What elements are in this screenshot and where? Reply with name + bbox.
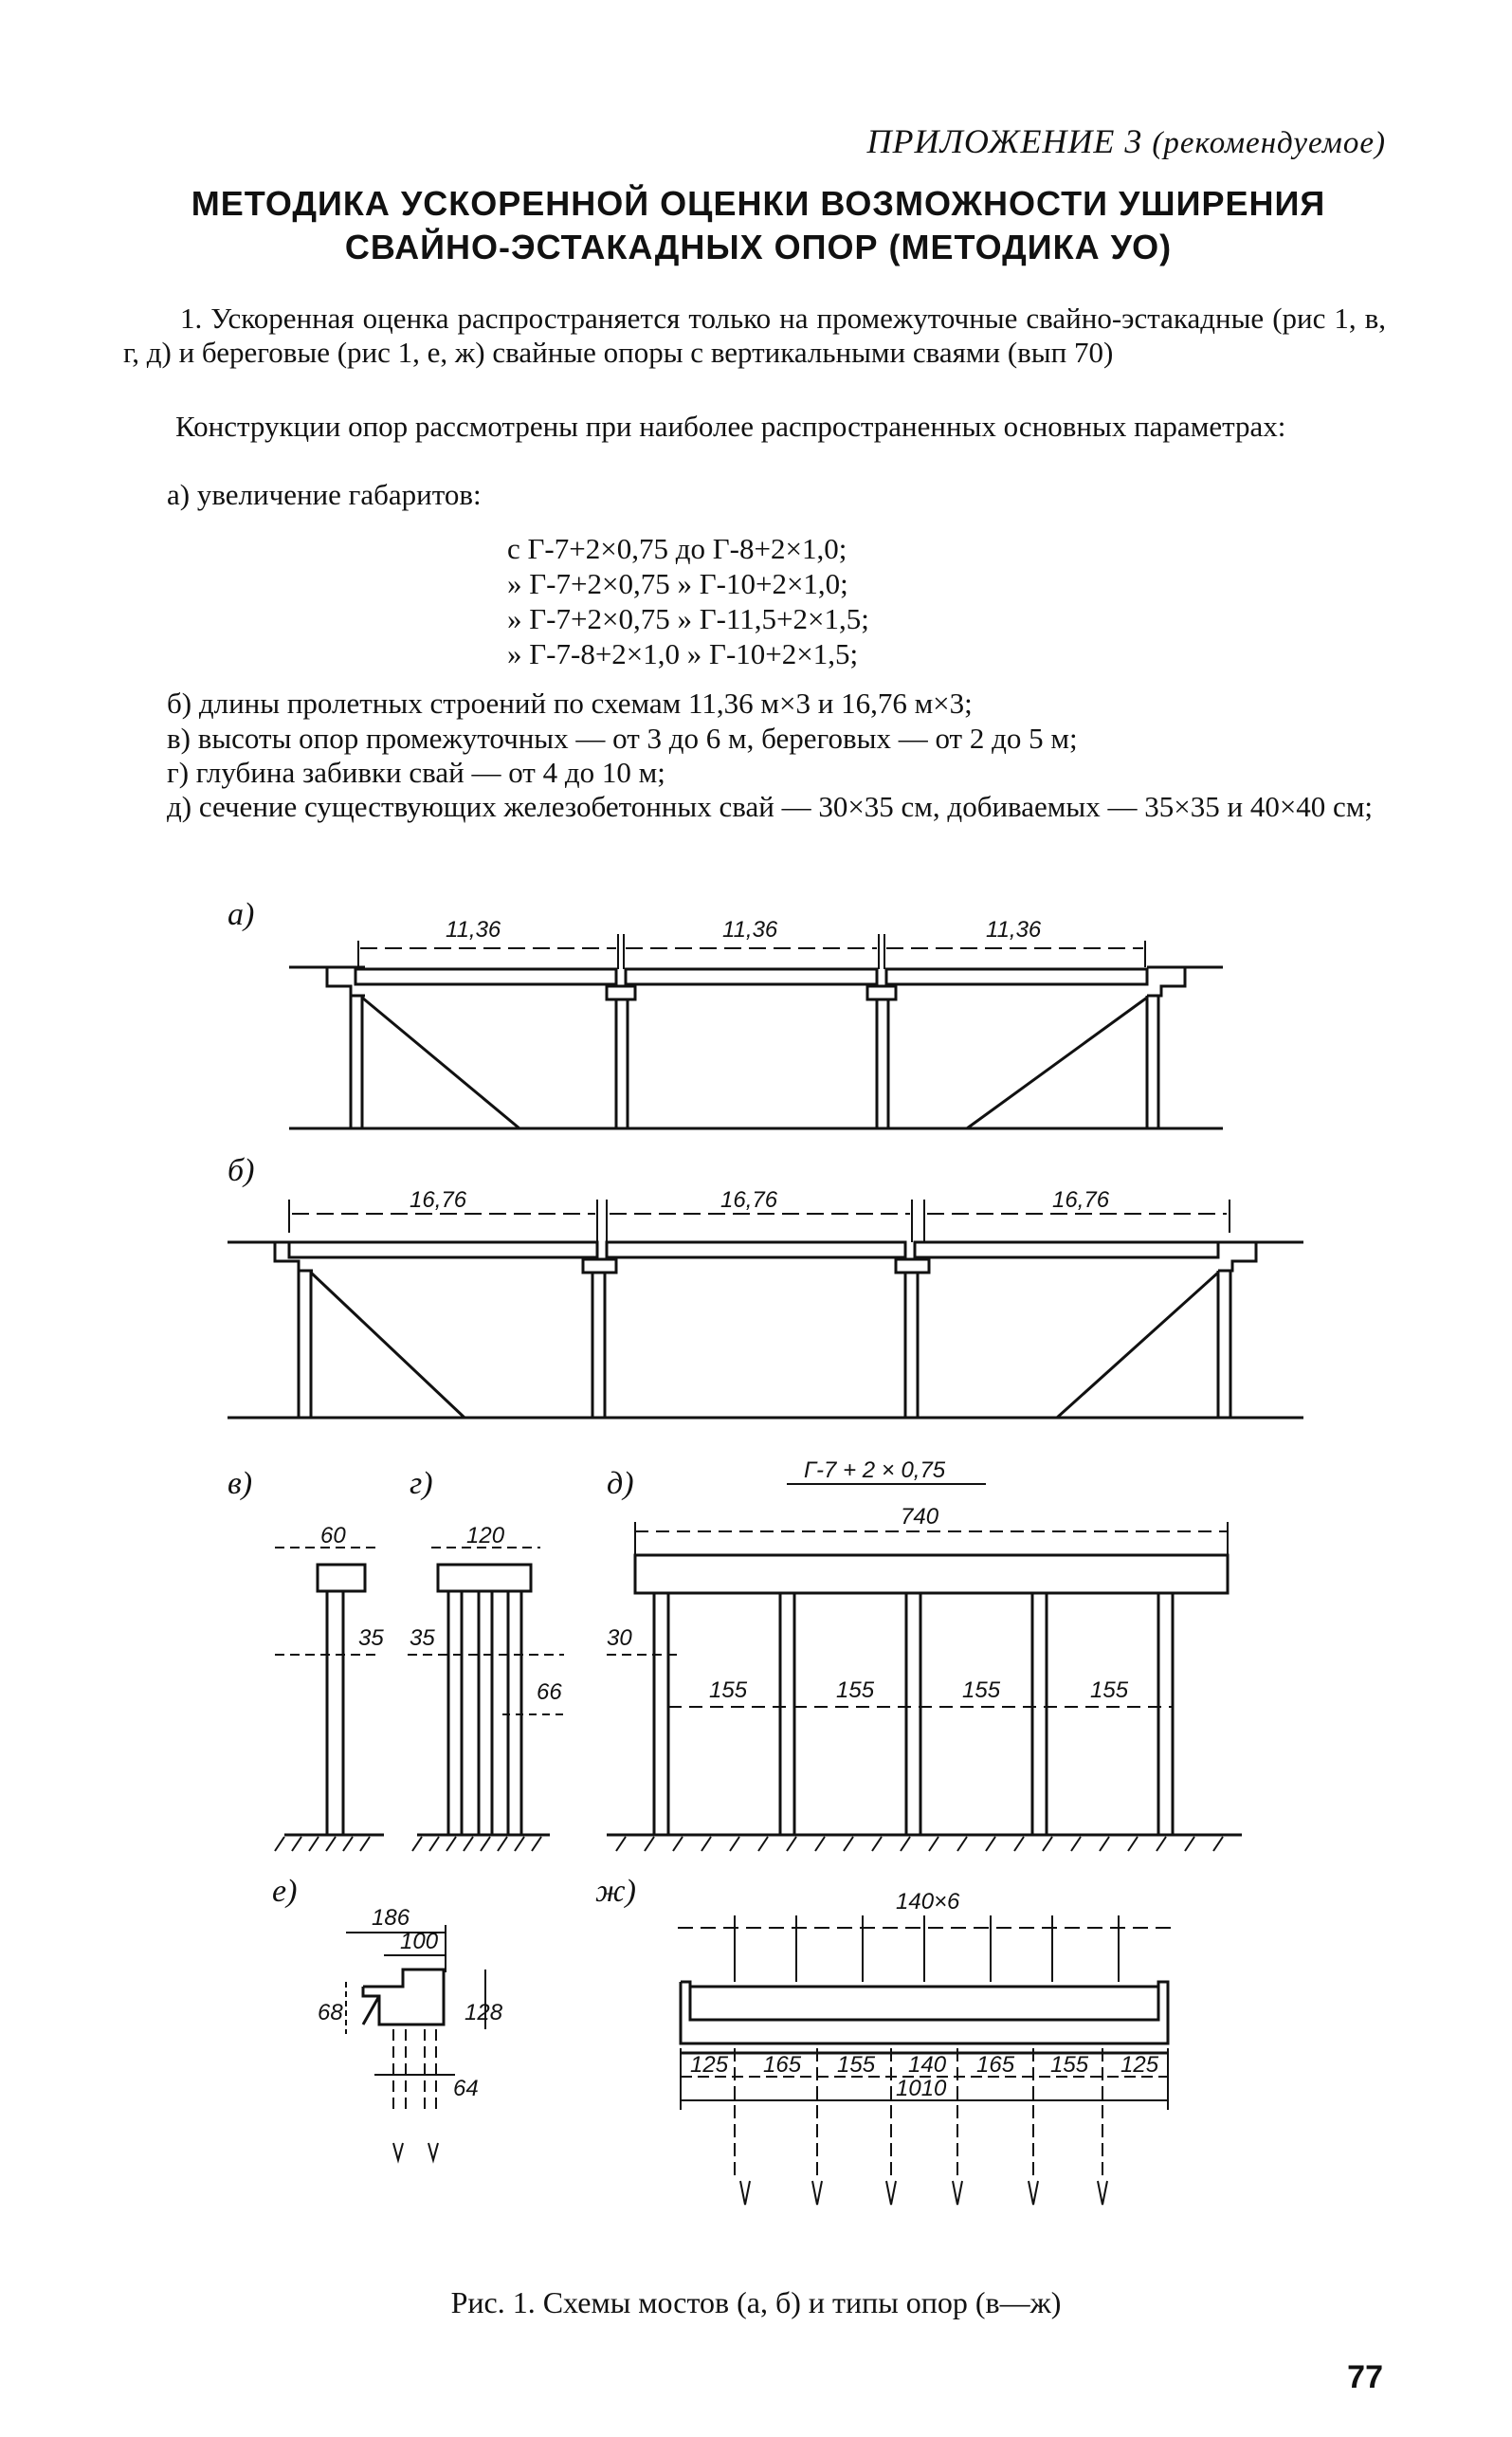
dim-g-35: 35 (410, 1625, 435, 1651)
dim-zh-part: 125 (1120, 2052, 1159, 2078)
dim-d-spacing: 155 (962, 1677, 1001, 1703)
paragraph-2: Конструкции опор рассмотрены при наиболее распространенных основных параметрах: (175, 410, 1286, 443)
dim-e-100: 100 (400, 1929, 439, 1954)
title-line-1: МЕТОДИКА УСКОРЕННОЙ ОЦЕНКИ ВОЗМОЖНОСТИ УШИРЕНИЯ (191, 184, 1326, 223)
appendix-label: ПРИЛОЖЕНИЕ 3 (866, 122, 1143, 160)
dim-d-740: 740 (901, 1504, 939, 1530)
paragraph-1: 1. Ускоренная оценка распространяется только на промежуточные свайно-эстакадные (рис 1, в, г, д) и береговые (рис 1, е, ж) свайные опоры с вертикальными сваями (вып 70) (123, 302, 1386, 369)
dim-d-30: 30 (607, 1625, 632, 1651)
dim-d-gabarit: Г-7 + 2 × 0,75 (804, 1457, 946, 1483)
dim-v-60: 60 (320, 1523, 346, 1548)
dim-a-span-3: 11,36 (986, 917, 1042, 943)
dim-b-span-3: 16,76 (1052, 1187, 1110, 1213)
dim-zh-part: 125 (690, 2052, 729, 2078)
appendix-note: (рекомендуемое) (1152, 126, 1386, 160)
item-b: б) длины пролетных строений по схемам 11,36 м×3 и 16,76 м×3; (167, 687, 973, 720)
label-e: е) (272, 1874, 298, 1909)
dim-zh-part: 155 (837, 2052, 876, 2078)
dim-b-span-2: 16,76 (720, 1187, 778, 1213)
dim-g-120: 120 (466, 1523, 505, 1548)
label-g: г) (410, 1466, 433, 1501)
label-a: а) (228, 897, 255, 932)
dim-e-128: 128 (465, 2000, 503, 2025)
label-zh: ж) (595, 1874, 636, 1909)
dim-a-span-1: 11,36 (446, 917, 501, 943)
dim-d-spacing: 155 (1090, 1677, 1129, 1703)
gabarit-line: » Г-7+2×0,75 » Г-10+2×1,0; (507, 567, 848, 600)
item-g: г) глубина забивки свай — от 4 до 10 м; (167, 756, 665, 789)
bridge-scheme-b (228, 1200, 1303, 1418)
dim-b-span-1: 16,76 (410, 1187, 467, 1213)
dim-d-spacing: 155 (836, 1677, 875, 1703)
dim-zh-top: 140×6 (896, 1889, 960, 1915)
gabarit-line: с Г-7+2×0,75 до Г-8+2×1,0; (507, 532, 847, 565)
label-b: б) (228, 1153, 255, 1188)
pier-type-d (607, 1484, 1242, 1851)
page-number: 77 (1347, 2359, 1383, 2395)
dim-e-186: 186 (372, 1905, 410, 1931)
dim-e-68: 68 (318, 2000, 343, 2025)
dim-zh-part: 165 (763, 2052, 802, 2078)
dim-zh-total: 1010 (896, 2076, 947, 2101)
label-d: д) (607, 1466, 634, 1501)
label-v: в) (228, 1466, 253, 1501)
title-line-2: СВАЙНО-ЭСТАКАДНЫХ ОПОР (МЕТОДИКА УО) (344, 228, 1173, 266)
dim-zh-part: 165 (976, 2052, 1015, 2078)
pier-type-e (346, 1925, 485, 2160)
dim-zh-part: 140 (908, 2052, 947, 2078)
item-a: а) увеличение габаритов: (167, 478, 482, 511)
dim-zh-part: 155 (1050, 2052, 1089, 2078)
item-d: д) сечение существующих железобетонных свай — 30×35 см, добиваемых — 35×35 и 40×40 см; (167, 790, 1374, 823)
pier-type-v (275, 1548, 384, 1851)
gabarit-line: » Г-7+2×0,75 » Г-11,5+2×1,5; (507, 602, 869, 635)
dim-d-spacing: 155 (709, 1677, 748, 1703)
dim-v-35: 35 (358, 1625, 384, 1651)
dim-g-66: 66 (537, 1679, 562, 1705)
item-v: в) высоты опор промежуточных — от 3 до 6 м, береговых — от 2 до 5 м; (167, 722, 1078, 755)
bridge-scheme-a (289, 934, 1223, 1128)
figure-caption: Рис. 1. Схемы мостов (а, б) и типы опор (в—ж) (450, 2285, 1062, 2319)
dim-e-64: 64 (453, 2076, 479, 2101)
dim-a-span-2: 11,36 (722, 917, 778, 943)
gabarit-line: » Г-7-8+2×1,0 » Г-10+2×1,5; (507, 637, 859, 670)
